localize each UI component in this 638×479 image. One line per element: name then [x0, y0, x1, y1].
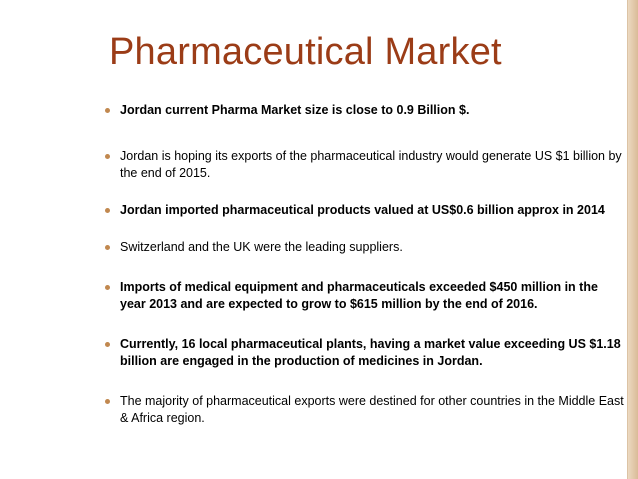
bullet-dot-icon: [105, 208, 110, 213]
bullet-item: [103, 202, 638, 219]
slide-title: Pharmaceutical Market: [109, 31, 502, 73]
bullet-dot-icon: [105, 342, 110, 347]
bullet-text: The majority of pharmaceutical exports were destined for other countries in the Middle East & Africa region.: [120, 394, 624, 425]
bullet-text: Jordan imported pharmaceutical products valued at US$0.6 billion approx in 2014: [120, 203, 605, 217]
bullet-text: Switzerland and the UK were the leading suppliers.: [120, 240, 403, 254]
bullet-text: Jordan current Pharma Market size is close to 0.9 Billion $.: [120, 103, 470, 117]
bullet-item: [103, 239, 625, 256]
decorative-side-band: [628, 0, 638, 479]
bullet-dot-icon: [105, 154, 110, 159]
bullet-item: [103, 393, 625, 427]
bullet-item: [103, 148, 625, 182]
bullet-text: Imports of medical equipment and pharmaceuticals exceeded $450 million in the year 2013 and are expected to grow to $615 million by the end of 2016.: [120, 280, 598, 311]
bullet-text: Jordan is hoping its exports of the pharmaceutical industry would generate US $1 billion by the end of 2015.: [120, 149, 622, 180]
bullet-item: [103, 336, 625, 370]
bullet-item: [103, 102, 625, 119]
bullet-dot-icon: [105, 108, 110, 113]
bullet-dot-icon: [105, 245, 110, 250]
bullet-dot-icon: [105, 285, 110, 290]
bullet-item: [103, 279, 625, 313]
bullet-dot-icon: [105, 399, 110, 404]
bullet-text: Currently, 16 local pharmaceutical plants, having a market value exceeding US $1.18 billion are engaged in the production of medicines in Jordan.: [120, 337, 621, 368]
